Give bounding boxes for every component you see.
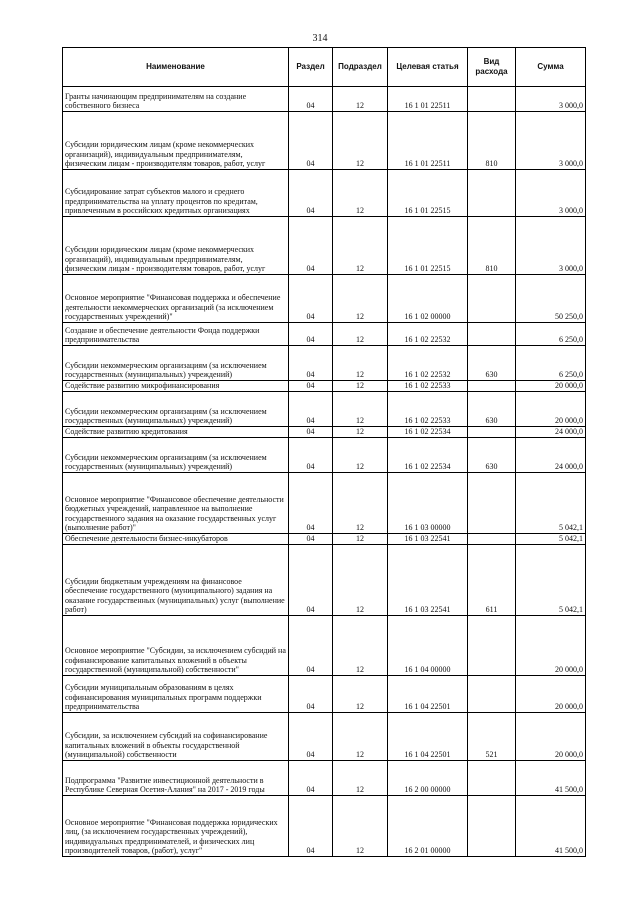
row-sum-cell: 50 250,0 bbox=[516, 275, 586, 323]
row-sum-cell: 3 000,0 bbox=[516, 112, 586, 170]
row-target-cell: 16 1 03 00000 bbox=[388, 473, 468, 534]
table-row bbox=[63, 323, 586, 346]
row-name-cell: Субсидии некоммерческим организациям (за исключением государственных (муниципальных) учреждений) bbox=[63, 346, 289, 381]
row-section-cell: 04 bbox=[289, 473, 333, 534]
row-subsection-cell: 12 bbox=[333, 438, 388, 473]
row-name-cell: Основное мероприятие "Финансовая поддержка юридических лиц, (за исключением государственных учреждений), индивидуальных предпринимателей, и физических лиц производителей товаров, (работ), услуг" bbox=[63, 796, 289, 857]
row-section-cell: 04 bbox=[289, 676, 333, 713]
header-name: Наименование bbox=[63, 48, 289, 87]
table-row bbox=[63, 427, 586, 438]
table-row bbox=[63, 473, 586, 534]
row-target-cell: 16 1 01 22515 bbox=[388, 170, 468, 217]
row-section-cell: 04 bbox=[289, 761, 333, 796]
header-subsection: Подраздел bbox=[333, 48, 388, 87]
row-name-cell: Содействие развитию кредитования bbox=[63, 427, 289, 438]
row-target-cell: 16 1 01 22511 bbox=[388, 87, 468, 112]
row-expense-type-cell bbox=[468, 381, 516, 392]
budget-table bbox=[62, 47, 586, 857]
row-sum-cell: 6 250,0 bbox=[516, 346, 586, 381]
row-name-cell: Основное мероприятие "Финансовое обеспечение деятельности бюджетных учреждений, направленное на выполнение государственного задания на оказание государственных услуг (выполнение работ)" bbox=[63, 473, 289, 534]
row-expense-type-cell bbox=[468, 275, 516, 323]
row-subsection-cell: 12 bbox=[333, 217, 388, 275]
row-sum-cell: 20 000,0 bbox=[516, 676, 586, 713]
table-row bbox=[63, 545, 586, 616]
table-row bbox=[63, 217, 586, 275]
row-name-cell: Содействие развитию микрофинансирования bbox=[63, 381, 289, 392]
row-sum-cell: 3 000,0 bbox=[516, 170, 586, 217]
row-target-cell: 16 1 02 00000 bbox=[388, 275, 468, 323]
row-target-cell: 16 1 02 22532 bbox=[388, 346, 468, 381]
header-expense-type: Вид расхода bbox=[468, 48, 516, 87]
row-sum-cell: 24 000,0 bbox=[516, 438, 586, 473]
row-section-cell: 04 bbox=[289, 112, 333, 170]
row-target-cell: 16 1 03 22541 bbox=[388, 534, 468, 545]
row-expense-type-cell: 630 bbox=[468, 392, 516, 427]
row-sum-cell: 3 000,0 bbox=[516, 217, 586, 275]
header-target: Целевая статья bbox=[388, 48, 468, 87]
row-target-cell: 16 1 04 22501 bbox=[388, 676, 468, 713]
row-subsection-cell: 12 bbox=[333, 761, 388, 796]
row-name-cell: Субсидирование затрат субъектов малого и среднего предпринимательства на уплату процентов по кредитам, привлеченным в российских кредитных организациях bbox=[63, 170, 289, 217]
row-section-cell: 04 bbox=[289, 87, 333, 112]
row-expense-type-cell bbox=[468, 616, 516, 676]
row-subsection-cell: 12 bbox=[333, 170, 388, 217]
row-section-cell: 04 bbox=[289, 545, 333, 616]
row-section-cell: 04 bbox=[289, 170, 333, 217]
row-section-cell: 04 bbox=[289, 796, 333, 857]
row-name-cell: Создание и обеспечение деятельности Фонда поддержки предпринимательства bbox=[63, 323, 289, 346]
row-sum-cell: 6 250,0 bbox=[516, 323, 586, 346]
row-sum-cell: 3 000,0 bbox=[516, 87, 586, 112]
row-target-cell: 16 1 02 22533 bbox=[388, 381, 468, 392]
row-section-cell: 04 bbox=[289, 346, 333, 381]
table-row bbox=[63, 616, 586, 676]
row-subsection-cell: 12 bbox=[333, 275, 388, 323]
row-expense-type-cell: 611 bbox=[468, 545, 516, 616]
row-target-cell: 16 1 04 00000 bbox=[388, 616, 468, 676]
row-subsection-cell: 12 bbox=[333, 427, 388, 438]
row-subsection-cell: 12 bbox=[333, 473, 388, 534]
row-target-cell: 16 2 00 00000 bbox=[388, 761, 468, 796]
row-subsection-cell: 12 bbox=[333, 392, 388, 427]
row-expense-type-cell bbox=[468, 796, 516, 857]
table-row bbox=[63, 381, 586, 392]
row-section-cell: 04 bbox=[289, 381, 333, 392]
row-subsection-cell: 12 bbox=[333, 323, 388, 346]
row-name-cell: Подпрограмма "Развитие инвестиционной деятельности в Республике Северная Осетия-Алания" на 2017 - 2019 годы bbox=[63, 761, 289, 796]
table-row bbox=[63, 534, 586, 545]
row-expense-type-cell bbox=[468, 473, 516, 534]
row-section-cell: 04 bbox=[289, 616, 333, 676]
row-expense-type-cell: 521 bbox=[468, 713, 516, 761]
row-sum-cell: 20 000,0 bbox=[516, 392, 586, 427]
row-expense-type-cell bbox=[468, 534, 516, 545]
row-expense-type-cell: 630 bbox=[468, 346, 516, 381]
row-name-cell: Субсидии некоммерческим организациям (за исключением государственных (муниципальных) учреждений) bbox=[63, 392, 289, 427]
row-subsection-cell: 12 bbox=[333, 381, 388, 392]
table-row bbox=[63, 676, 586, 713]
row-expense-type-cell bbox=[468, 427, 516, 438]
row-target-cell: 16 1 02 22534 bbox=[388, 427, 468, 438]
row-section-cell: 04 bbox=[289, 427, 333, 438]
row-expense-type-cell: 810 bbox=[468, 112, 516, 170]
row-sum-cell: 41 500,0 bbox=[516, 796, 586, 857]
row-name-cell: Обеспечение деятельности бизнес-инкубаторов bbox=[63, 534, 289, 545]
table-row bbox=[63, 87, 586, 112]
row-target-cell: 16 1 02 22532 bbox=[388, 323, 468, 346]
row-sum-cell: 5 042,1 bbox=[516, 545, 586, 616]
row-expense-type-cell bbox=[468, 87, 516, 112]
row-sum-cell: 5 042,1 bbox=[516, 473, 586, 534]
row-subsection-cell: 12 bbox=[333, 534, 388, 545]
row-target-cell: 16 1 02 22534 bbox=[388, 438, 468, 473]
row-sum-cell: 20 000,0 bbox=[516, 616, 586, 676]
row-section-cell: 04 bbox=[289, 217, 333, 275]
table-row bbox=[63, 713, 586, 761]
row-subsection-cell: 12 bbox=[333, 346, 388, 381]
row-name-cell: Субсидии юридическим лицам (кроме некоммерческих организаций), индивидуальным предпринимателям, физическим лицам - производителям товаров, работ, услуг bbox=[63, 112, 289, 170]
row-target-cell: 16 1 04 22501 bbox=[388, 713, 468, 761]
row-subsection-cell: 12 bbox=[333, 112, 388, 170]
table-row bbox=[63, 796, 586, 857]
row-name-cell: Гранты начинающим предпринимателям на создание собственного бизнеса bbox=[63, 87, 289, 112]
row-expense-type-cell bbox=[468, 170, 516, 217]
row-target-cell: 16 1 01 22511 bbox=[388, 112, 468, 170]
row-subsection-cell: 12 bbox=[333, 676, 388, 713]
row-sum-cell: 24 000,0 bbox=[516, 427, 586, 438]
table-row bbox=[63, 438, 586, 473]
row-section-cell: 04 bbox=[289, 275, 333, 323]
row-target-cell: 16 1 03 22541 bbox=[388, 545, 468, 616]
header-sum: Сумма bbox=[516, 48, 586, 87]
row-target-cell: 16 1 01 22515 bbox=[388, 217, 468, 275]
table-row bbox=[63, 170, 586, 217]
row-name-cell: Субсидии некоммерческим организациям (за исключением государственных (муниципальных) учреждений) bbox=[63, 438, 289, 473]
row-section-cell: 04 bbox=[289, 534, 333, 545]
row-name-cell: Субсидии бюджетным учреждениям на финансовое обеспечение государственного (муниципального) задания на оказание государственных (муниципальных) услуг (выполнение работ) bbox=[63, 545, 289, 616]
row-name-cell: Основное мероприятие "Финансовая поддержка и обеспечение деятельности некоммерческих организаций (за исключением государственных учреждений)" bbox=[63, 275, 289, 323]
row-subsection-cell: 12 bbox=[333, 87, 388, 112]
row-subsection-cell: 12 bbox=[333, 796, 388, 857]
header-section: Раздел bbox=[289, 48, 333, 87]
table-row bbox=[63, 346, 586, 381]
table-row bbox=[63, 112, 586, 170]
row-expense-type-cell: 810 bbox=[468, 217, 516, 275]
table-row bbox=[63, 761, 586, 796]
row-subsection-cell: 12 bbox=[333, 713, 388, 761]
table-row bbox=[63, 275, 586, 323]
row-subsection-cell: 12 bbox=[333, 616, 388, 676]
row-expense-type-cell: 630 bbox=[468, 438, 516, 473]
row-subsection-cell: 12 bbox=[333, 545, 388, 616]
row-section-cell: 04 bbox=[289, 438, 333, 473]
row-name-cell: Субсидии, за исключением субсидий на софинансирование капитальных вложений в объекты государственной (муниципальной) собственности bbox=[63, 713, 289, 761]
row-sum-cell: 20 000,0 bbox=[516, 381, 586, 392]
row-section-cell: 04 bbox=[289, 392, 333, 427]
row-name-cell: Субсидии муниципальным образованиям в целях софинансирования муниципальных программ поддержки предпринимательства bbox=[63, 676, 289, 713]
row-expense-type-cell bbox=[468, 676, 516, 713]
row-expense-type-cell bbox=[468, 323, 516, 346]
page-number: 314 bbox=[312, 33, 328, 44]
row-name-cell: Субсидии юридическим лицам (кроме некоммерческих организаций), индивидуальным предпринимателям, физическим лицам - производителям товаров, работ, услуг bbox=[63, 217, 289, 275]
row-sum-cell: 41 500,0 bbox=[516, 761, 586, 796]
table-header-row bbox=[63, 48, 586, 87]
row-sum-cell: 20 000,0 bbox=[516, 713, 586, 761]
row-section-cell: 04 bbox=[289, 713, 333, 761]
row-section-cell: 04 bbox=[289, 323, 333, 346]
row-expense-type-cell bbox=[468, 761, 516, 796]
table-row bbox=[63, 392, 586, 427]
row-target-cell: 16 2 01 00000 bbox=[388, 796, 468, 857]
row-name-cell: Основное мероприятие "Субсидии, за исключением субсидий на софинансирование капитальных вложений в объекты государственной (муниципальной) собственности" bbox=[63, 616, 289, 676]
row-sum-cell: 5 042,1 bbox=[516, 534, 586, 545]
row-target-cell: 16 1 02 22533 bbox=[388, 392, 468, 427]
